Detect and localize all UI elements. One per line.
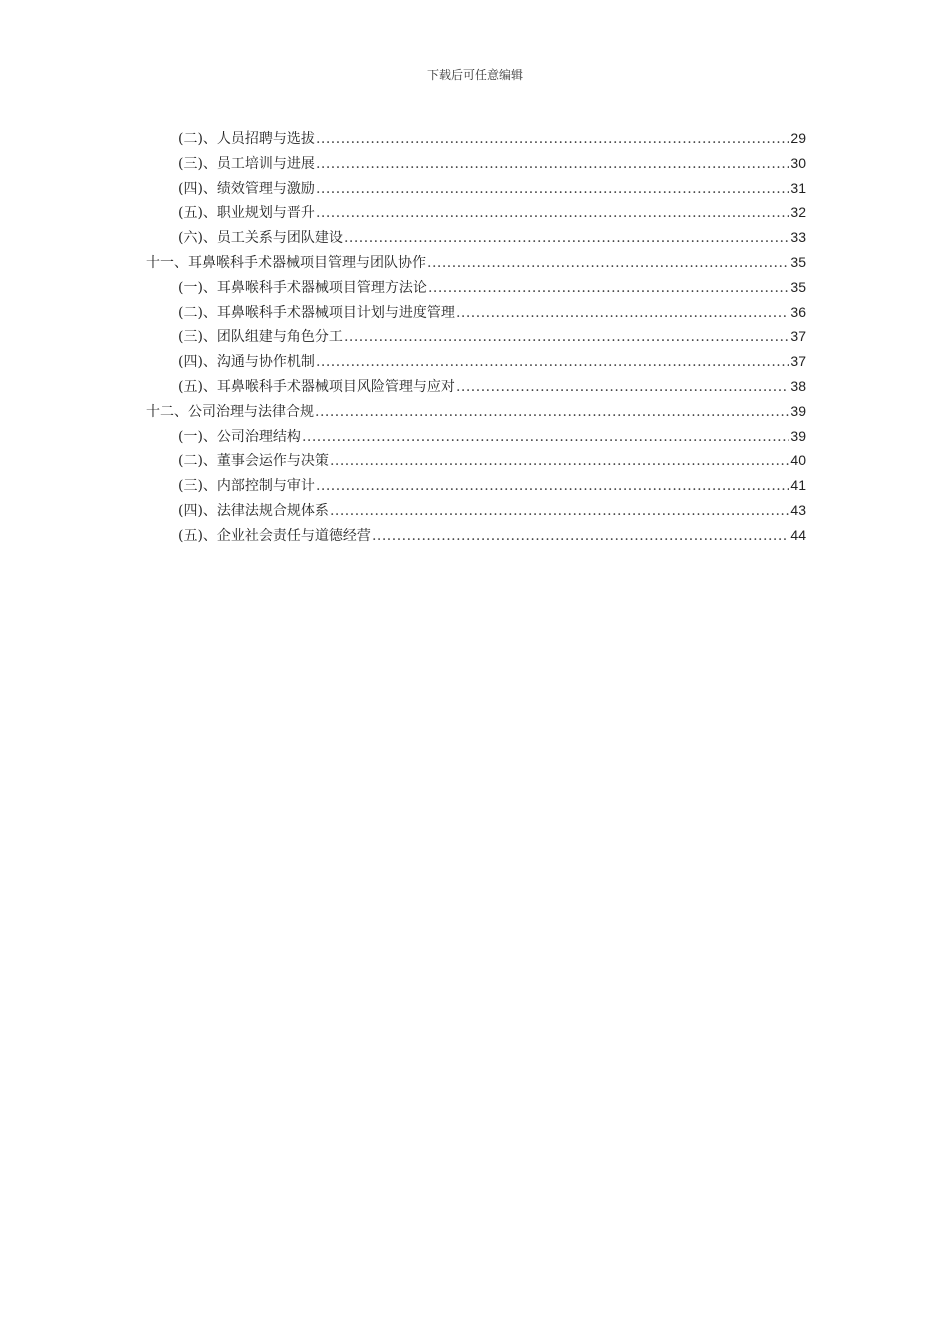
toc-entry[interactable]: [146, 324, 806, 349]
toc-chapter-entry[interactable]: [146, 399, 806, 424]
toc-entry-title: (五)、企业社会责任与道德经营: [178, 527, 371, 544]
toc-dot-leader: [330, 449, 789, 474]
toc-entry-page: 39: [790, 402, 806, 419]
toc-entry[interactable]: [146, 424, 806, 449]
toc-entry-page: 35: [790, 253, 806, 270]
table-of-contents: [146, 126, 806, 548]
toc-entry-page: 33: [790, 229, 806, 246]
toc-entry-title: (二)、董事会运作与决策: [178, 453, 329, 470]
toc-entry-page: 32: [790, 204, 806, 221]
toc-entry-title: (四)、法律法规合规体系: [178, 502, 329, 519]
toc-dot-leader: [316, 201, 789, 226]
toc-entry-title: (四)、绩效管理与激励: [178, 180, 315, 197]
toc-entry-page: 38: [790, 377, 806, 394]
toc-entry-title: (一)、公司治理结构: [178, 428, 301, 445]
toc-entry[interactable]: [146, 349, 806, 374]
toc-entry-title: (二)、耳鼻喉科手术器械项目计划与进度管理: [178, 304, 455, 321]
toc-entry-page: 37: [790, 328, 806, 345]
toc-dot-leader: [316, 127, 789, 152]
toc-entry-title: (三)、内部控制与审计: [178, 478, 315, 495]
toc-dot-leader: [372, 524, 789, 549]
toc-entry[interactable]: [146, 448, 806, 473]
toc-entry-page: 39: [790, 427, 806, 444]
toc-entry-title: (六)、员工关系与团队建设: [178, 230, 343, 247]
toc-dot-leader: [456, 301, 789, 326]
toc-entry-page: 40: [790, 452, 806, 469]
toc-entry-page: 41: [790, 477, 806, 494]
toc-entry-title: (五)、耳鼻喉科手术器械项目风险管理与应对: [178, 378, 455, 395]
toc-dot-leader: [316, 177, 789, 202]
toc-dot-leader: [316, 152, 789, 177]
toc-entry-page: 31: [790, 179, 806, 196]
toc-dot-leader: [456, 375, 789, 400]
toc-entry[interactable]: [146, 523, 806, 548]
toc-dot-leader: [302, 425, 789, 450]
toc-dot-leader: [316, 474, 789, 499]
toc-entry-title: (三)、团队组建与角色分工: [178, 329, 343, 346]
toc-entry-title: (三)、员工培训与进展: [178, 155, 315, 172]
toc-entry[interactable]: [146, 225, 806, 250]
toc-entry-page: 29: [790, 130, 806, 146]
toc-entry[interactable]: [146, 176, 806, 201]
toc-entry[interactable]: [146, 473, 806, 498]
toc-entry-title: (二)、人员招聘与选拔: [178, 131, 315, 147]
toc-dot-leader: [427, 251, 789, 276]
toc-entry-title: 十二、公司治理与法律合规: [146, 403, 314, 420]
toc-entry-page: 43: [790, 501, 806, 518]
toc-dot-leader: [316, 350, 789, 375]
toc-entry[interactable]: [146, 275, 806, 300]
toc-dot-leader: [330, 499, 789, 524]
toc-entry-page: 37: [790, 353, 806, 370]
toc-entry-title: 十一、耳鼻喉科手术器械项目管理与团队协作: [146, 254, 426, 271]
toc-entry-title: (一)、耳鼻喉科手术器械项目管理方法论: [178, 279, 427, 296]
toc-entry-title: (五)、职业规划与晋升: [178, 205, 315, 222]
toc-entry-page: 44: [790, 526, 806, 543]
toc-entry[interactable]: [146, 300, 806, 325]
toc-entry[interactable]: [146, 200, 806, 225]
toc-entry-title: (四)、沟通与协作机制: [178, 354, 315, 371]
toc-dot-leader: [428, 276, 789, 301]
toc-dot-leader: [315, 400, 789, 425]
toc-entry[interactable]: [146, 126, 806, 151]
toc-entry-page: 35: [790, 278, 806, 295]
toc-entry[interactable]: [146, 151, 806, 176]
toc-entry[interactable]: [146, 374, 806, 399]
toc-entry-page: 36: [790, 303, 806, 320]
toc-chapter-entry[interactable]: [146, 250, 806, 275]
toc-entry-page: 30: [790, 154, 806, 171]
page-header: 下载后可任意编辑: [426, 68, 523, 82]
toc-dot-leader: [344, 325, 789, 350]
toc-entry[interactable]: [146, 498, 806, 523]
toc-dot-leader: [344, 226, 789, 251]
